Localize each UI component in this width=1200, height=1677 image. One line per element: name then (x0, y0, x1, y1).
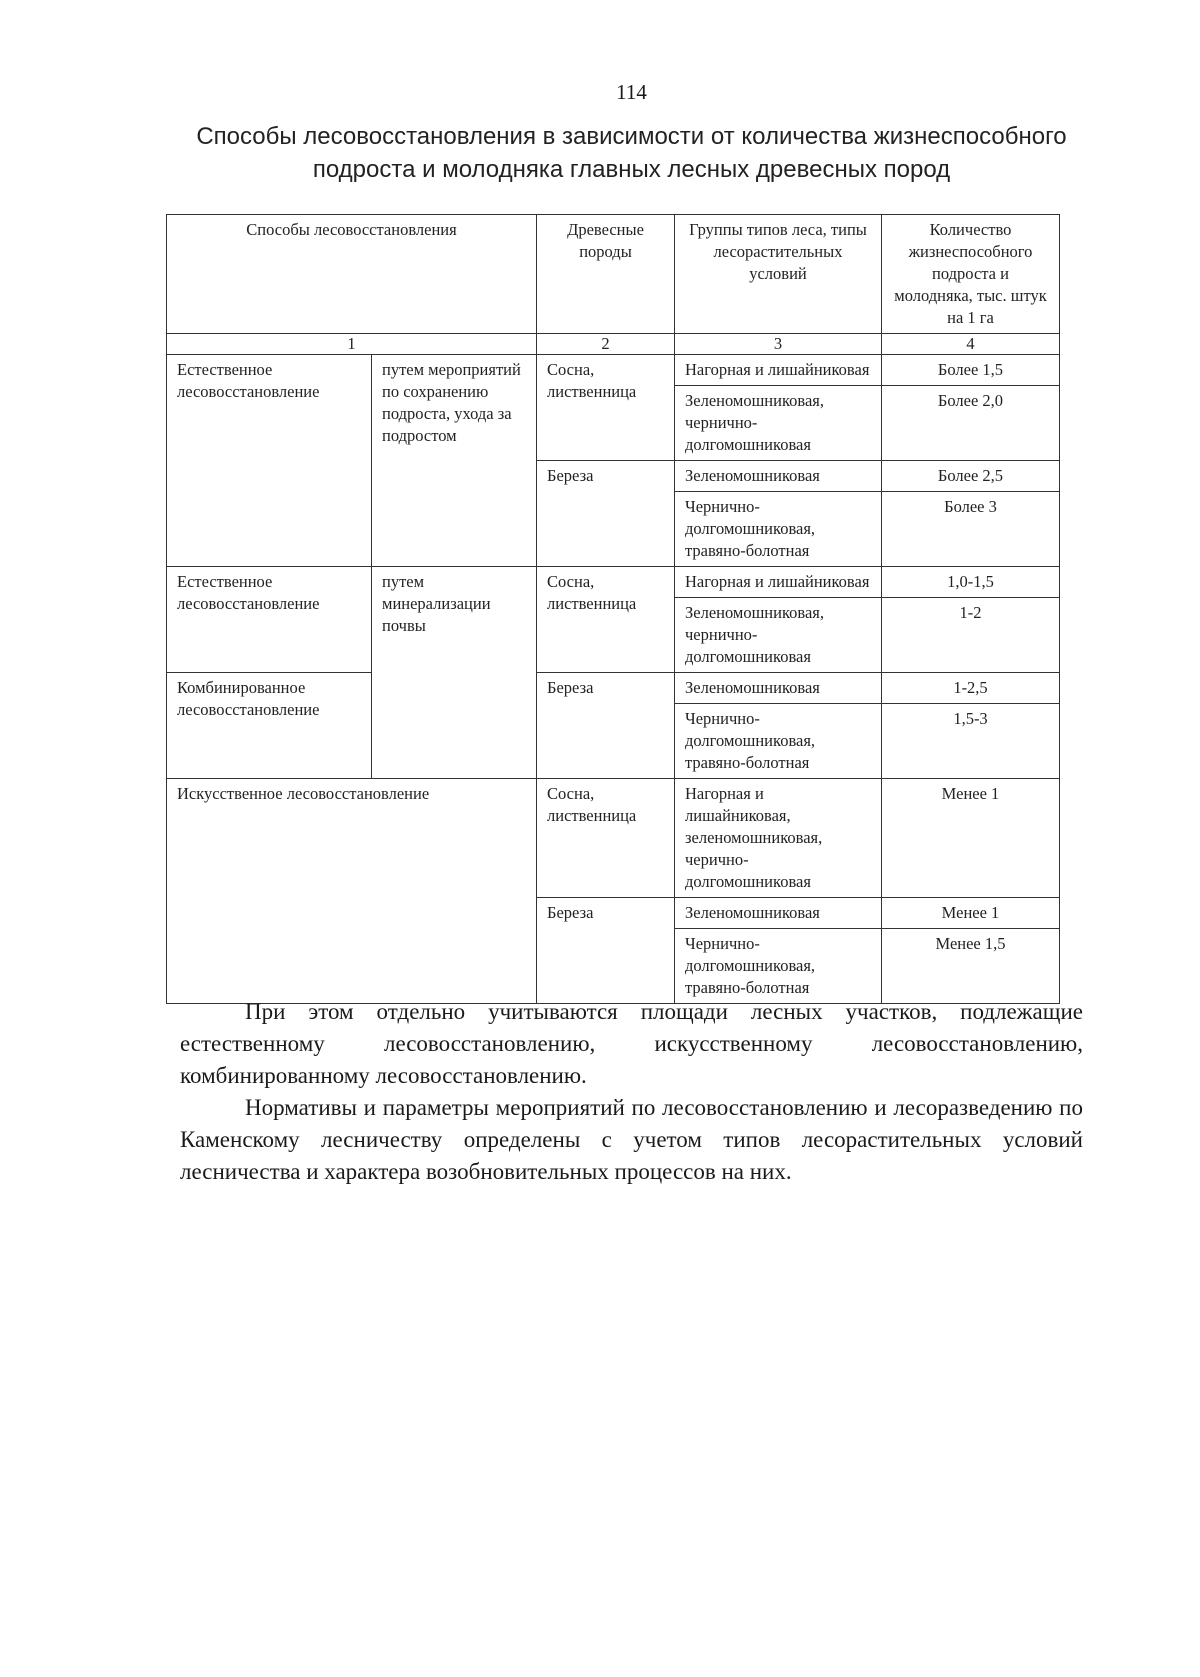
method-cell: Естественное лесовосстановление (167, 355, 372, 567)
quantity-cell: Более 2,5 (882, 461, 1060, 492)
species-cell: Береза (537, 898, 675, 1004)
quantity-cell: Менее 1,5 (882, 929, 1060, 1004)
forest-type-cell: Нагорная и лишайниковая, зеленомошниковая, черично-долгомошниковая (675, 779, 882, 898)
header-species: Древесные породы (537, 215, 675, 334)
body-text (180, 996, 1083, 1188)
column-number: 2 (537, 334, 675, 355)
species-cell: Сосна, лиственница (537, 355, 675, 461)
method-cell: Искусственное лесовосстановление (167, 779, 537, 1004)
quantity-cell: Более 3 (882, 492, 1060, 567)
header-forest-types: Группы типов леса, типы лесорастительных условий (675, 215, 882, 334)
quantity-cell: 1,5-3 (882, 704, 1060, 779)
quantity-cell: Менее 1 (882, 779, 1060, 898)
quantity-cell: Более 2,0 (882, 386, 1060, 461)
forest-type-cell: Нагорная и лишайниковая (675, 355, 882, 386)
forest-type-cell: Нагорная и лишайниковая (675, 567, 882, 598)
column-numbers-row (167, 334, 1060, 355)
method-cell: Естественное лесовосстановление (167, 567, 372, 673)
header-methods: Способы лесовосстановления (167, 215, 537, 334)
column-number: 4 (882, 334, 1060, 355)
page-number: 114 (616, 80, 647, 104)
title-line-2: подроста и молодняка главных лесных древесных пород (312, 156, 951, 183)
way-cell: путем мероприятий по сохранению подроста, ухода за подростом (372, 355, 537, 567)
table-row (167, 567, 1060, 598)
forest-type-cell: Зеленомошниковая (675, 898, 882, 929)
table-header-row (167, 215, 1060, 334)
forest-type-cell: Зеленомошниковая, чернично-долгомошниковая (675, 598, 882, 673)
forest-type-cell: Чернично-долгомошниковая, травяно-болотная (675, 929, 882, 1004)
header-quantity: Количество жизнеспособного подроста и молодняка, тыс. штук на 1 га (882, 215, 1060, 334)
page-title (150, 120, 1113, 186)
quantity-cell: Менее 1 (882, 898, 1060, 929)
quantity-cell: 1-2 (882, 598, 1060, 673)
table-row (167, 355, 1060, 386)
method-cell: Комбинированное лесовосстановление (167, 673, 372, 779)
reforestation-table (166, 214, 1060, 1004)
forest-type-cell: Зеленомошниковая, чернично-долгомошниковая (675, 386, 882, 461)
quantity-cell: Более 1,5 (882, 355, 1060, 386)
quantity-cell: 1-2,5 (882, 673, 1060, 704)
quantity-cell: 1,0-1,5 (882, 567, 1060, 598)
paragraph: При этом отдельно учитываются площади лесных участков, подлежащие естественному лесовосстановлению, искусственному лесовосстановлению, комбинированному лесовосстановлению. (180, 999, 1083, 1088)
species-cell: Береза (537, 461, 675, 567)
paragraph: Нормативы и параметры мероприятий по лесовосстановлению и лесоразведению по Каменскому лесничеству определены с учетом типов лесорастительных условий лесничества и характера возобновительных процессов на них. (180, 1095, 1083, 1184)
table-row (167, 673, 1060, 704)
column-number: 1 (167, 334, 537, 355)
species-cell: Сосна, лиственница (537, 779, 675, 898)
forest-type-cell: Зеленомошниковая (675, 673, 882, 704)
species-cell: Сосна, лиственница (537, 567, 675, 673)
forest-type-cell: Зеленомошниковая (675, 461, 882, 492)
column-number: 3 (675, 334, 882, 355)
species-cell: Береза (537, 673, 675, 779)
way-cell: путем минерализации почвы (372, 567, 537, 779)
forest-type-cell: Чернично-долгомошниковая, травяно-болотная (675, 704, 882, 779)
forest-type-cell: Чернично-долгомошниковая, травяно-болотная (675, 492, 882, 567)
table-row (167, 779, 1060, 898)
title-line-1: Способы лесовосстановления в зависимости от количества жизнеспособного (196, 123, 1067, 150)
